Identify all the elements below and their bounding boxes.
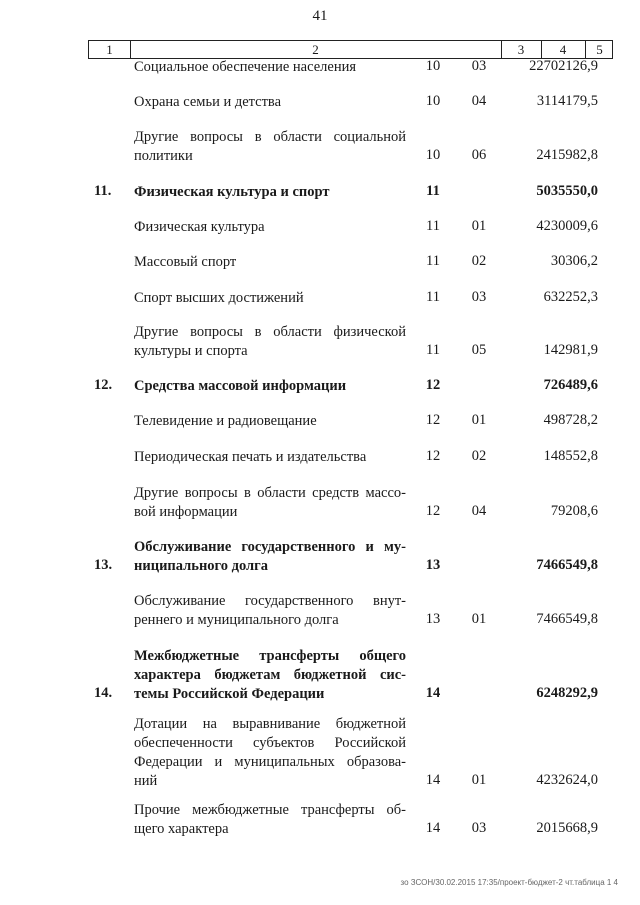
row-name [134,801,406,839]
row-name-line: характера бюджетам бюджетной сис- [134,667,406,683]
section-code: 11 [426,218,440,234]
subsection-code: 04 [471,503,487,519]
row-name [134,484,406,522]
subsection-code: 04 [471,93,487,109]
amount: 498728,2 [543,412,598,428]
section-code: 11 [426,253,440,269]
subsection-code: 01 [471,772,487,788]
row-name [134,323,406,361]
amount: 2415982,8 [536,147,598,163]
section-code: 12 [425,503,441,519]
row-name [134,218,406,237]
row-name-line: Другие вопросы в области средств массо- [134,485,406,501]
amount: 4230009,6 [536,218,598,234]
row-name [134,448,406,467]
page-number: 41 [312,8,328,24]
row-name-line: Обслуживание государственного внут- [134,593,406,609]
row-name [134,253,406,272]
row-name [134,58,406,77]
row-name [134,412,406,431]
row-number: 13. [94,557,113,573]
section-code: 14 [425,772,441,788]
row-number: 11. [94,183,112,199]
amount: 30306,2 [550,253,598,269]
header-col-5: 5 [596,42,603,57]
header-col-4: 4 [559,42,567,57]
subsection-code: 02 [471,448,487,464]
section-code: 11 [426,289,440,305]
row-number: 14. [94,685,113,701]
row-name-line: культуры и спорта [134,343,248,359]
subsection-code: 03 [471,820,487,836]
row-name-line: Другие вопросы в области социальной [134,129,406,145]
amount: 3114179,5 [536,93,598,109]
amount: 7466549,8 [536,611,598,627]
amount: 5035550,0 [536,183,598,199]
row-name-line: Дотации на выравнивание бюджетной [134,716,406,732]
row-name [134,289,406,308]
row-name-line: ний [134,773,158,789]
subsection-code: 01 [471,611,487,627]
row-name-line: Обслуживание государственного и му- [134,539,406,555]
row-name [134,128,406,166]
row-number: 12. [94,377,113,393]
header-col-3: 3 [517,42,525,57]
amount: 6248292,9 [536,685,598,701]
row-name-line: политики [134,148,193,164]
row-name-line: реннего и муниципального долга [134,612,339,628]
row-name [134,592,406,630]
amount: 726489,6 [543,377,598,393]
row-name-line: Федерации и муниципальных образова- [134,754,406,770]
header-col-2: 2 [312,42,319,57]
header-col-1: 1 [106,42,113,57]
subsection-code: 03 [471,58,487,74]
row-name-line: Физическая культура и спорт [134,184,330,200]
section-code: 10 [425,93,441,109]
subsection-code: 01 [471,412,487,428]
section-code: 13 [425,611,441,627]
section-code: 12 [425,412,441,428]
amount: 79208,6 [550,503,598,519]
section-code: 13 [425,557,441,573]
section-code: 14 [425,685,441,701]
row-name-line: Спорт высших достижений [134,290,304,306]
amount: 22702126,9 [529,58,598,74]
amount: 632252,3 [543,289,598,305]
section-code: 14 [425,820,441,836]
subsection-code: 01 [471,218,487,234]
section-code: 11 [426,342,440,358]
row-name-line: Охрана семьи и детства [134,94,282,110]
row-name [134,93,406,112]
subsection-code: 03 [471,289,487,305]
row-name [134,647,406,704]
row-name-line: Средства массовой информации [134,378,347,394]
row-name [134,377,406,396]
amount: 7466549,8 [536,557,598,573]
row-name-line: Физическая культура [134,219,265,235]
row-name-line: вой информации [134,504,238,520]
row-name-line: Прочие межбюджетные трансферты об- [134,802,406,818]
amount: 142981,9 [543,342,598,358]
document-footer: зо ЗСОН/30.02.2015 17:35/проект-бюджет-2 чт.таблица 1 4 [400,878,618,887]
row-name-line: темы Российской Федерации [134,686,325,702]
subsection-code: 05 [471,342,487,358]
subsection-code: 06 [471,147,487,163]
amount: 148552,8 [543,448,598,464]
row-name-line: щего характера [134,821,229,837]
row-name-line: Межбюджетные трансферты общего [134,648,406,664]
row-name-line: Социальное обеспечение населения [134,59,357,75]
table-header [88,40,613,59]
section-code: 10 [425,58,441,74]
section-code: 12 [425,377,441,393]
row-name [134,183,406,202]
row-name [134,715,406,791]
row-name-line: Массовый спорт [134,254,237,270]
section-code: 12 [425,448,441,464]
amount: 2015668,9 [536,820,598,836]
row-name-line: Телевидение и радиовещание [134,413,317,429]
amount: 4232624,0 [536,772,598,788]
row-name [134,538,406,576]
row-name-line: ниципального долга [134,558,269,574]
row-name-line: Другие вопросы в области физической [134,324,406,340]
row-name-line: обеспеченности субъектов Российской [134,735,406,751]
section-code: 10 [425,147,441,163]
section-code: 11 [426,183,440,199]
subsection-code: 02 [471,253,487,269]
row-name-line: Периодическая печать и издательства [134,449,367,465]
